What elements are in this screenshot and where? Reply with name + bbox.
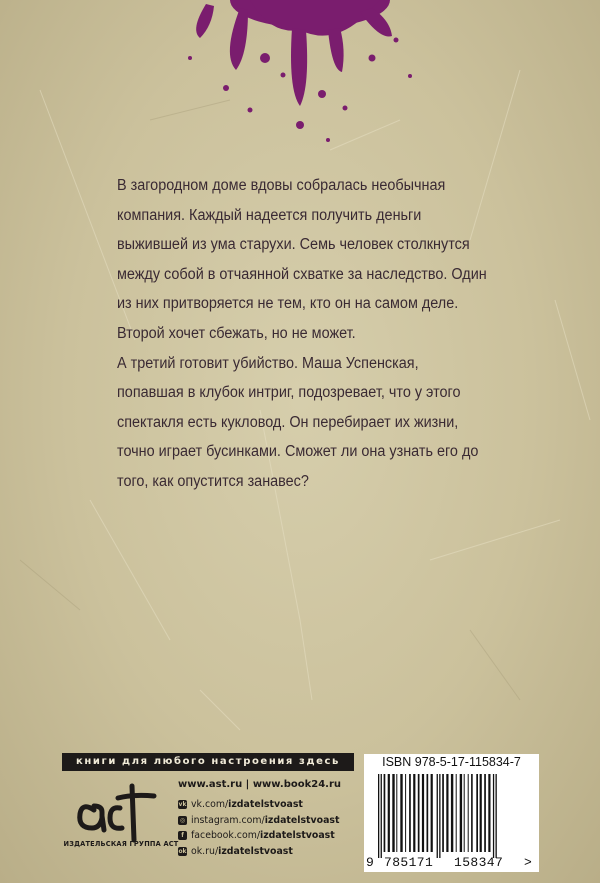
social-handle: izdatelstvoast <box>264 814 340 826</box>
social-prefix: vk.com/ <box>191 799 229 811</box>
social-prefix: ok.ru/ <box>191 845 219 857</box>
barcode-bar <box>409 774 411 852</box>
barcode-bar <box>476 774 478 852</box>
barcode-bar <box>471 774 473 852</box>
social-link-instagram <box>178 813 339 829</box>
barcode-bar <box>493 774 494 858</box>
barcode-bar <box>396 774 397 852</box>
barcode-bar <box>464 774 465 852</box>
blurb-paragraph-1: В загородном доме вдовы собралась необычная компания. Каждый надеется получить деньги выжившей из ума старухи. Семь человек столкнутся между собой в отчаянной схватке за наследство. Один из них притворяется не тем, кто он на самом деле. Второй хочет сбежать, но не может. <box>117 177 487 342</box>
barcode-bar <box>460 774 462 852</box>
barcode-bar <box>378 774 379 858</box>
barcode-panel <box>364 754 539 872</box>
social-handle: izdatelstvoast <box>218 845 293 857</box>
barcode-bar <box>484 774 486 852</box>
barcode-bar <box>437 774 438 858</box>
blurb-text <box>117 171 489 497</box>
ink-stain <box>0 0 600 160</box>
barcode-bar <box>405 774 406 852</box>
barcode-bar <box>456 774 457 852</box>
barcode-bar <box>384 774 386 852</box>
barcode-bar <box>418 774 420 852</box>
barcode-bar <box>381 774 382 858</box>
barcode-bar <box>431 774 433 852</box>
barcode-group-2: 158347 <box>454 855 504 870</box>
social-links <box>178 797 339 859</box>
instagram-icon: ◎ <box>179 816 186 824</box>
barcode-bar <box>446 774 448 852</box>
social-link-odnoklassniki <box>178 844 339 860</box>
barcode-bar <box>427 774 429 852</box>
isbn-label: ISBN 978-5-17-115834-7 <box>382 755 521 769</box>
barcode <box>372 774 532 858</box>
barcode-trailing-mark: > <box>524 855 533 870</box>
tagline-bar: книги для любого настроения здесь <box>62 753 354 771</box>
social-handle: izdatelstvoast <box>259 830 335 842</box>
barcode-group-1: 785171 <box>384 855 434 870</box>
ast-logo <box>74 780 168 844</box>
facebook-icon: f <box>178 831 187 840</box>
barcode-bar <box>442 774 444 852</box>
odnoklassniki-icon: ok <box>178 847 187 855</box>
barcode-lead-digit: 9 <box>366 855 375 870</box>
social-link-vk <box>178 797 339 813</box>
social-handle: izdatelstvoast <box>228 799 303 811</box>
social-link-facebook <box>178 828 339 844</box>
publisher-name: ИЗДАТЕЛЬСКАЯ ГРУППА АСТ <box>63 840 179 848</box>
barcode-bar <box>413 774 415 852</box>
blurb-paragraph-2: А третий готовит убийство. Маша Успенская, попавшая в клубок интриг, подозревает, что у этого спектакля есть кукловод. Он перебирает их жизни, точно играет бусинками. Сможет ли она узнать его до того, как опустится занавес? <box>117 354 479 490</box>
website-links: www.ast.ru | www.book24.ru <box>178 779 342 790</box>
barcode-bar <box>480 774 482 852</box>
social-prefix: facebook.com/ <box>191 830 260 842</box>
barcode-bar <box>439 774 440 858</box>
social-prefix: instagram.com/ <box>191 814 265 826</box>
vk-icon: vk <box>178 801 187 809</box>
barcode-bar <box>392 774 394 852</box>
barcode-bar <box>451 774 453 852</box>
barcode-bar <box>488 774 490 852</box>
barcode-bar <box>400 774 402 852</box>
barcode-bar <box>468 774 469 852</box>
barcode-bar <box>388 774 390 852</box>
barcode-bar <box>422 774 424 852</box>
barcode-bar <box>496 774 497 858</box>
